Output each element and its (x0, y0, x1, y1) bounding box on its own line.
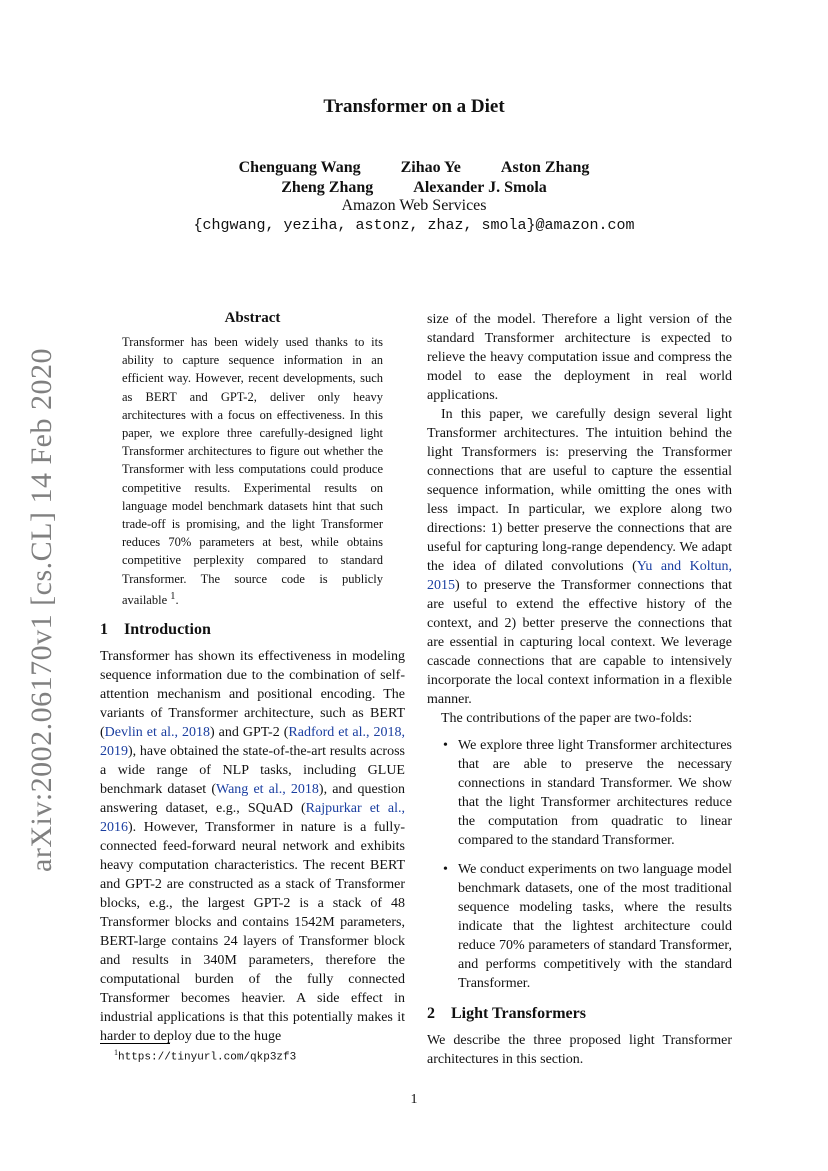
footnote-divider (100, 1043, 170, 1044)
affiliation: Amazon Web Services (341, 197, 487, 214)
author-row-2 (0, 178, 828, 198)
arxiv-stamp-text: arXiv:2002.06170v1 [cs.CL] 14 Feb 2020 (25, 348, 58, 872)
bullet-icon: • (443, 738, 448, 753)
list-item: • We conduct experiments on two language model benchmark datasets, one of the most traditional sequence modeling tasks, where the results indicate that the lightest architecture could reduce 70% parameters of standard Transformer, and performs competitively with the standard Transformer. (443, 862, 732, 991)
right-column (427, 310, 732, 1069)
section-heading-light-transformers: 2 Light Transformers (427, 1005, 586, 1022)
section-heading-introduction: 1 Introduction (100, 621, 211, 639)
author-name: Alexander J. Smola (413, 179, 547, 196)
citation-link[interactable]: Devlin et al., 2018 (104, 725, 210, 741)
contributions-list (427, 736, 732, 993)
contributions-intro: The contributions of the paper are two-folds: (441, 711, 693, 726)
paper-title: Transformer on a Diet (323, 96, 505, 117)
section-paragraph: We describe the three proposed light Transformer architectures in this section. (427, 1033, 732, 1067)
intro-paragraph: In this paper, we carefully design several light Transformer architectures. The intuition behind the light Transformers is: preserving the Transformer connections that are useful to capture the essential sequence information, while omitting the ones with less impact. In particular, we explore along two directions: 1) better preserve the connections that are useful for capturing long-range dependency. We adapt the idea of dilated convolutions (Yu and Koltun, 2015) to preserve the Transformer connections that are useful to extend the effective history of the context, and 2) better preserve the connections that are essential in capturing local context. We leverage cascade connections that are capable to intensively incorporate the local context information in a flexible manner. (427, 407, 732, 707)
citation-link[interactable]: Rajpurkar et al., 2016 (100, 801, 405, 836)
arxiv-stamp (22, 348, 62, 872)
intro-paragraph: Transformer has shown its effectiveness in modeling sequence information due to the combination of self-attention mechanism and positional encoding. The variants of Transformer architecture, such as BERT (Devlin et al., 2018) and GPT-2 (Radford et al., 2018, 2019), have obtained the state-of-the-art results across a wide range of NLP tasks, including GLUE benchmark dataset (Wang et al., 2018), and question answering dataset, e.g., SQuAD (Rajpurkar et al., 2016). However, Transformer in nature is a fully-connected feed-forward neural network and exhibits heavy computation characteristics. The recent BERT and GPT-2 are constructed as a stack of Transformer blocks, e.g., the largest GPT-2 is a stack of 48 Transformer blocks and contains 1542M parameters, BERT-large contains 24 layers of Transformer block and results in 340M parameters, therefore the computational burden of the fully connected Transformer becomes heavier. A side effect in industrial applications is that this potentially makes it harder to deploy due to the huge (100, 649, 406, 1045)
citation-link[interactable]: Radford et al., 2018, 2019 (100, 725, 405, 760)
author-row-1 (0, 158, 828, 178)
footnote: $^1$https://tinyurl.com/qkp3zf3 (114, 1048, 297, 1064)
author-name: Chenguang Wang (238, 159, 361, 176)
page-number: 1 (410, 1092, 418, 1107)
author-name: Zheng Zhang (281, 179, 374, 196)
author-list (0, 158, 828, 198)
author-emails: {chgwang, yeziha, astonz, zhaz, smola}@amazon.com (193, 217, 635, 234)
author-name: Aston Zhang (500, 159, 590, 176)
footnote-mark: 1 (170, 590, 176, 602)
footnote-link[interactable]: https://tinyurl.com/qkp3zf3 (118, 1051, 297, 1064)
citation-link[interactable]: Yu and Koltun, 2015 (427, 559, 732, 593)
bullet-icon: • (443, 862, 448, 877)
intro-paragraph-continued: size of the model. Therefore a light version of the standard Transformer architecture is expected to relieve the heavy computation issue and compress the model to ease the deployment in real world applications. (427, 312, 732, 403)
left-column (100, 310, 405, 1046)
list-item: • We explore three light Transformer architectures that are able to preserve the necessary connections in standard Transformer. We show that the light Transformer architectures reduce the computation from quadratic to linear compared to the standard Transformer. (443, 738, 732, 848)
abstract-heading: Abstract (224, 310, 281, 326)
citation-link[interactable]: Wang et al., 2018 (216, 782, 319, 798)
author-name: Zihao Ye (400, 159, 461, 176)
abstract-text: Transformer has been widely used thanks to its ability to capture sequence information in an efficient way. However, recent developments, such as BERT and GPT-2, deliver only heavy architectures with a focus on effectiveness. In this paper, we explore three carefully-designed light Transformer architectures to figure out whether the Transformer with less computations could produce competitive results. Experimental results on language model benchmark datasets hint that such trade-off is promising, and the light Transformer reduces 70% parameters at best, while obtains competitive perplexity compared to standard Transformer. The source code is publicly available $^1$. (122, 335, 383, 607)
